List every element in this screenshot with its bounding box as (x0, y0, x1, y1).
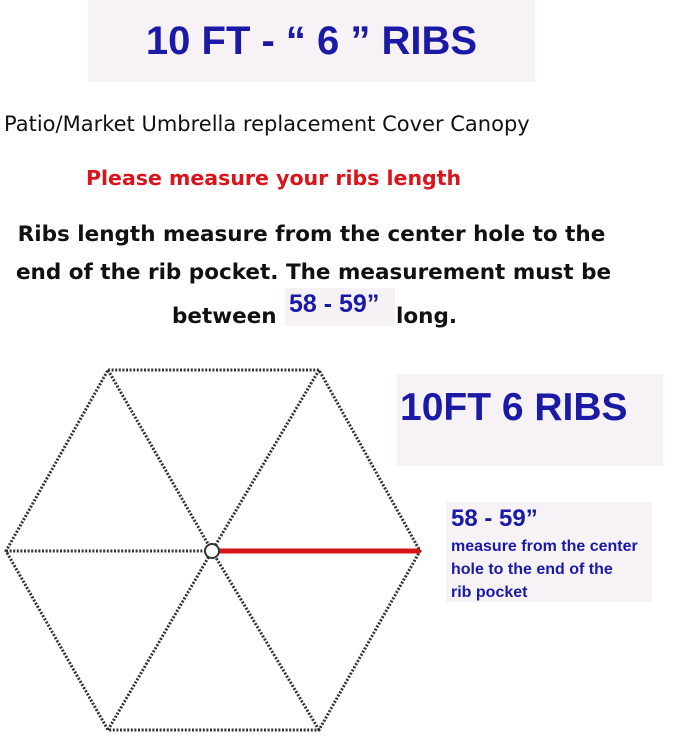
diagram-title: 10FT 6 RIBS (400, 386, 628, 429)
product-subtitle: Patio/Market Umbrella replacement Cover Canopy (4, 112, 530, 136)
callout-text-line-2: hole to the end of the (451, 561, 613, 578)
rib-bottom-right (212, 551, 319, 730)
rib-top-right (212, 370, 319, 551)
measure-alert: Please measure your ribs length (86, 166, 462, 190)
instruction-line-1: Ribs length measure from the center hole to the (17, 222, 606, 247)
callout-text-line-1: measure from the center (451, 538, 638, 555)
rib-top-left (108, 370, 212, 551)
instruction-line-2: end of the rib pocket. The measurement must be (15, 260, 612, 285)
range-value: 58 - 59” (289, 290, 380, 318)
instruction-long-word: long. (396, 304, 458, 329)
callout-range-value: 58 - 59” (451, 505, 538, 532)
instruction-between-word: between (172, 304, 277, 329)
title-banner (88, 0, 535, 82)
page-title: 10 FT - “ 6 ” RIBS (145, 18, 478, 63)
callout-text-line-3: rib pocket (451, 584, 528, 601)
rib-bottom-left (108, 551, 212, 730)
center-hole (205, 544, 219, 558)
